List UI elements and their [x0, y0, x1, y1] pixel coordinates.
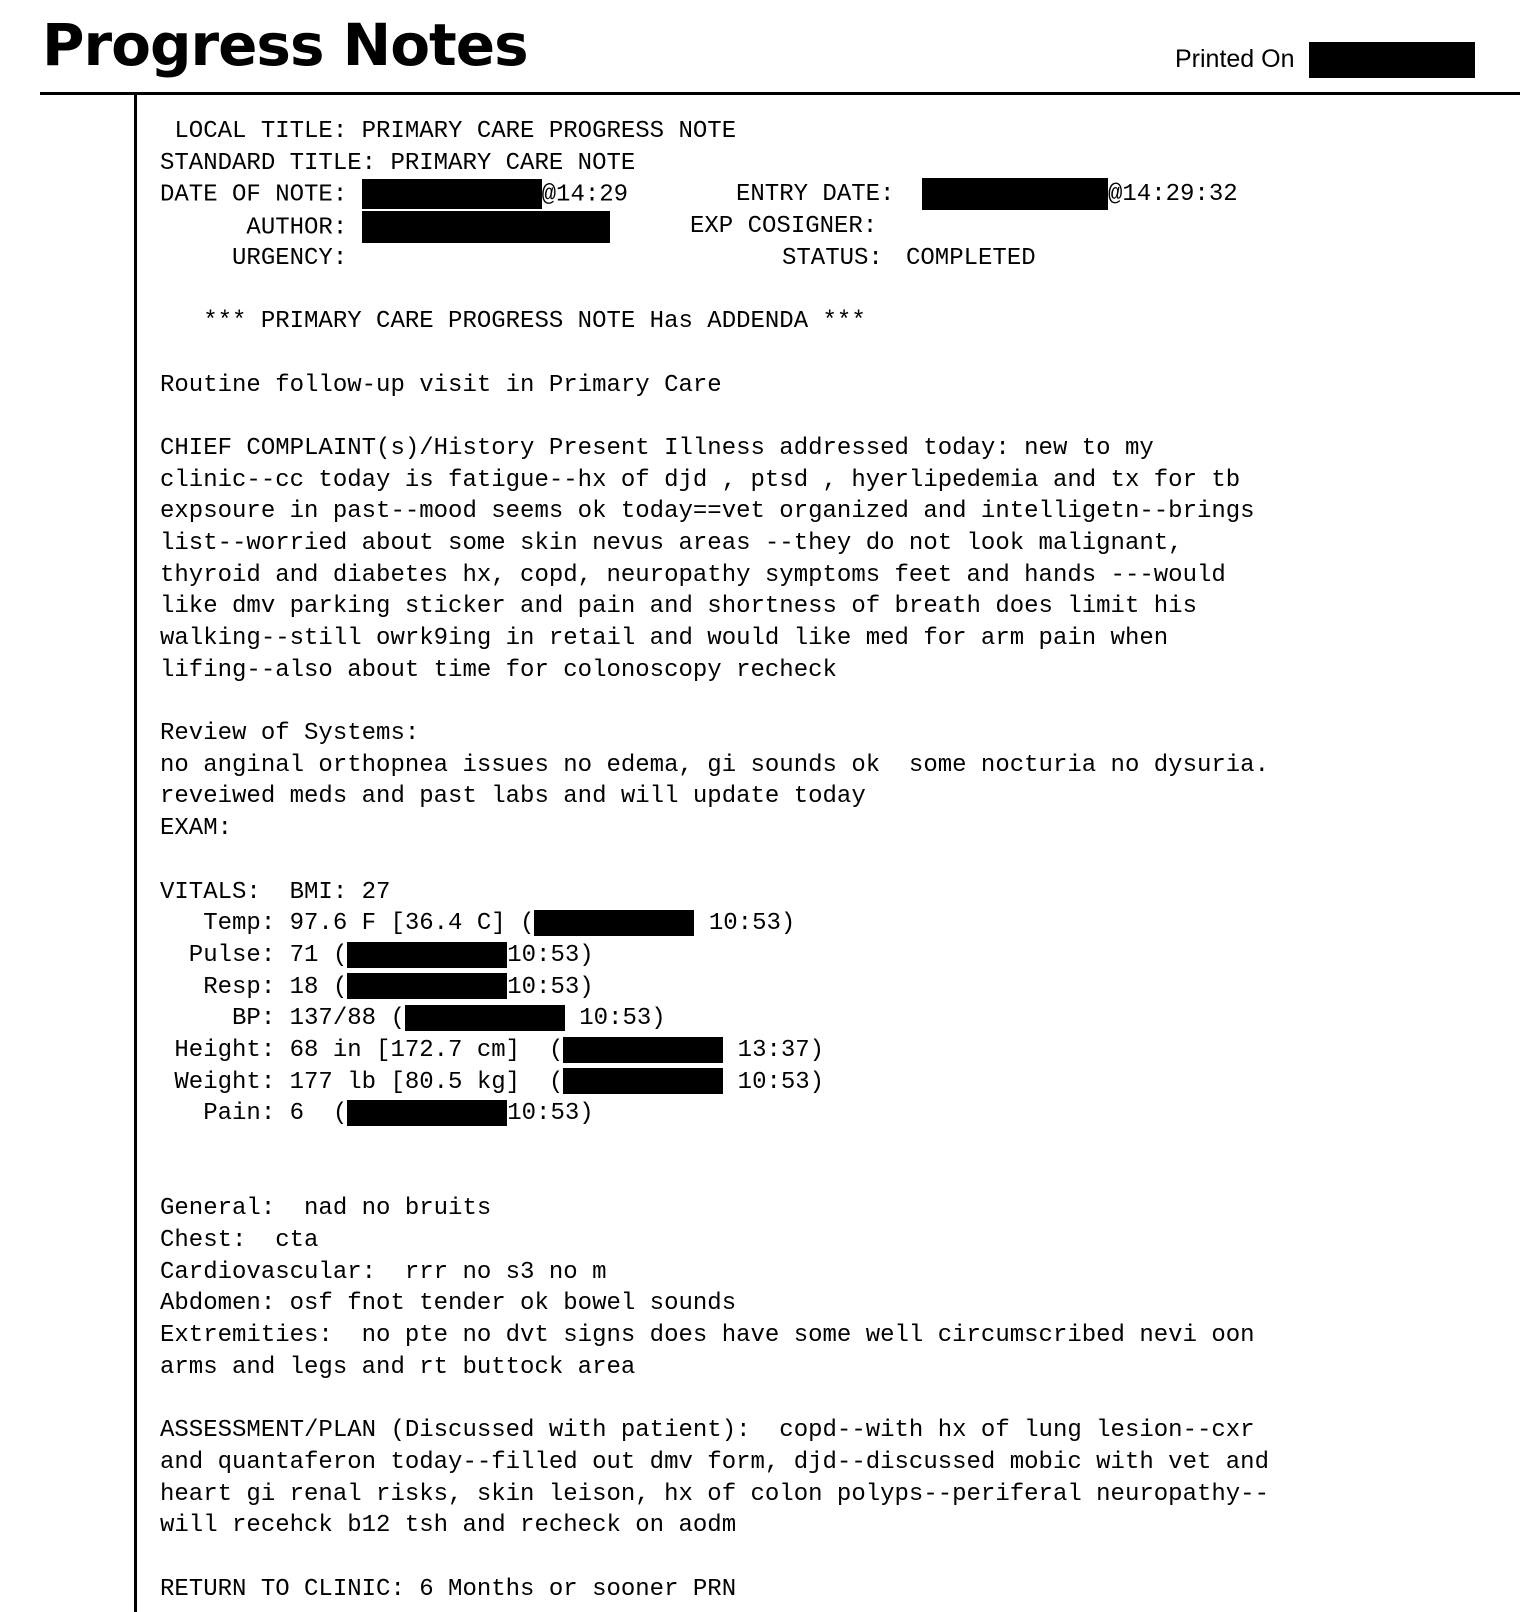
chief-complaint-line: lifing--also about time for colonoscopy recheck	[160, 656, 837, 684]
exp-cosigner-label: EXP COSIGNER:	[690, 213, 878, 241]
assessment-plan-line: and quantaferon today--filled out dmv form, djd--discussed mobic with vet and	[160, 1448, 1269, 1476]
vitals-bp-line	[160, 1003, 1520, 1035]
vitals-pain-line	[160, 1098, 1520, 1130]
chief-complaint-line: expsoure in past--mood seems ok today==vet organized and intelligetn--brings	[160, 498, 1255, 526]
review-of-systems-line: Review of Systems:	[160, 720, 420, 748]
vitals-pain-label: Pain: 6 (	[160, 1100, 348, 1128]
redaction-block	[1309, 42, 1475, 78]
chief-complaint-line: thyroid and diabetes hx, copd, neuropathy symptoms feet and hands ---would	[160, 561, 1226, 589]
printed-on	[1175, 44, 1295, 74]
assessment-plan-line: will recehck b12 tsh and recheck on aodm	[160, 1512, 737, 1540]
blank-line	[160, 686, 1520, 718]
review-of-systems-line: reveiwed meds and past labs and will update today	[160, 783, 866, 811]
vitals-resp-time: 10:53)	[507, 973, 594, 1001]
vitals-temp-label: Temp: 97.6 F [36.4 C] (	[160, 910, 535, 938]
vitals-weight-line	[160, 1067, 1520, 1099]
printed-on-label: Printed On	[1175, 45, 1295, 73]
vitals-bp-label: BP: 137/88 (	[160, 1005, 405, 1033]
assessment-plan-line: heart gi renal risks, skin leison, hx of colon polyps--periferal neuropathy--	[160, 1480, 1269, 1508]
vitals-pulse-label: Pulse: 71 (	[160, 941, 348, 969]
date-of-note-label: DATE OF NOTE:	[160, 181, 362, 209]
exam-chest-line: Chest: cta	[160, 1227, 319, 1255]
blank-line	[160, 1130, 1520, 1162]
blank-line	[160, 1162, 1520, 1194]
author-label: AUTHOR:	[160, 214, 362, 242]
redaction-block	[405, 1005, 565, 1031]
exam-abdomen-line: Abdomen: osf fnot tender ok bowel sounds	[160, 1290, 737, 1318]
exam-extremities-line: arms and legs and rt buttock area	[160, 1353, 636, 1381]
vitals-pain-time: 10:53)	[507, 1100, 594, 1128]
exam-general-line: General: nad no bruits	[160, 1195, 492, 1223]
vitals-temp-line	[160, 908, 1520, 940]
redaction-block	[563, 1037, 723, 1063]
margin-rule	[134, 94, 137, 1612]
vitals-resp-line	[160, 972, 1520, 1004]
vitals-pulse-line	[160, 940, 1520, 972]
vitals-height-line	[160, 1035, 1520, 1067]
blank-line	[160, 1542, 1520, 1574]
urgency-line	[160, 243, 1520, 275]
blank-line	[160, 1384, 1520, 1416]
vitals-weight-label: Weight: 177 lb [80.5 kg] (	[160, 1068, 564, 1096]
chief-complaint-line: like dmv parking sticker and pain and shortness of breath does limit his	[160, 593, 1197, 621]
standard-title-line: STANDARD TITLE: PRIMARY CARE NOTE	[160, 149, 636, 177]
chief-complaint-line: clinic--cc today is fatigue--hx of djd , ptsd , hyerlipedemia and tx for tb	[160, 466, 1241, 494]
local-title-line: LOCAL TITLE: PRIMARY CARE PROGRESS NOTE	[160, 118, 737, 145]
redaction-block	[362, 179, 542, 209]
date-of-note-line	[160, 179, 1520, 211]
blank-line	[160, 338, 1520, 370]
vitals-bp-time: 10:53)	[564, 1005, 666, 1033]
redaction-block	[922, 178, 1108, 210]
assessment-plan-line: ASSESSMENT/PLAN (Discussed with patient): copd--with hx of lung lesion--cxr	[160, 1417, 1255, 1445]
vitals-resp-label: Resp: 18 (	[160, 973, 348, 1001]
redaction-block	[347, 973, 507, 999]
redaction-block	[362, 211, 610, 243]
vitals-bmi-line: VITALS: BMI: 27	[160, 878, 391, 906]
vitals-height-label: Height: 68 in [172.7 cm] (	[160, 1036, 564, 1064]
blank-line	[160, 401, 1520, 433]
addenda-line: *** PRIMARY CARE PROGRESS NOTE Has ADDENDA ***	[160, 308, 866, 336]
vitals-height-time: 13:37)	[723, 1036, 825, 1064]
visit-type-line: Routine follow-up visit in Primary Care	[160, 371, 722, 399]
chief-complaint-line: walking--still owrk9ing in retail and would like med for arm pain when	[160, 625, 1169, 652]
entry-date-label: ENTRY DATE:	[736, 181, 909, 209]
chief-complaint-line: CHIEF COMPLAINT(s)/History Present Illness addressed today: new to my	[160, 434, 1154, 462]
date-of-note-time: @14:29	[541, 181, 629, 209]
blank-line	[160, 274, 1520, 306]
exam-heading: EXAM:	[160, 815, 233, 843]
status-value: COMPLETED	[906, 244, 1036, 272]
entry-date-time: @14:29:32	[1108, 181, 1238, 209]
author-line	[160, 211, 1520, 243]
chief-complaint-line: list--worried about some skin nevus areas --they do not look malignant,	[160, 529, 1183, 557]
vitals-temp-time: 10:53)	[694, 910, 796, 938]
redaction-block	[563, 1068, 723, 1094]
vitals-pulse-time: 10:53)	[507, 941, 594, 969]
blank-line	[160, 845, 1520, 877]
status-label: STATUS:	[782, 244, 898, 272]
redaction-block	[347, 1100, 507, 1126]
urgency-label: URGENCY:	[160, 244, 348, 272]
vitals-weight-time: 10:53)	[723, 1068, 825, 1096]
header-divider	[40, 92, 1520, 95]
redaction-block	[534, 910, 694, 936]
review-of-systems-line: no anginal orthopnea issues no edema, gi sounds ok some nocturia no dysuria.	[160, 751, 1269, 779]
note-body	[160, 116, 1520, 1605]
exam-extremities-line: Extremities: no pte no dvt signs does have some well circumscribed nevi oon	[160, 1322, 1255, 1350]
return-to-clinic-line: RETURN TO CLINIC: 6 Months or sooner PRN	[160, 1575, 737, 1603]
redaction-block	[347, 942, 507, 968]
exam-cardiovascular-line: Cardiovascular: rrr no s3 no m	[160, 1258, 607, 1286]
page-title: Progress Notes	[42, 11, 528, 79]
